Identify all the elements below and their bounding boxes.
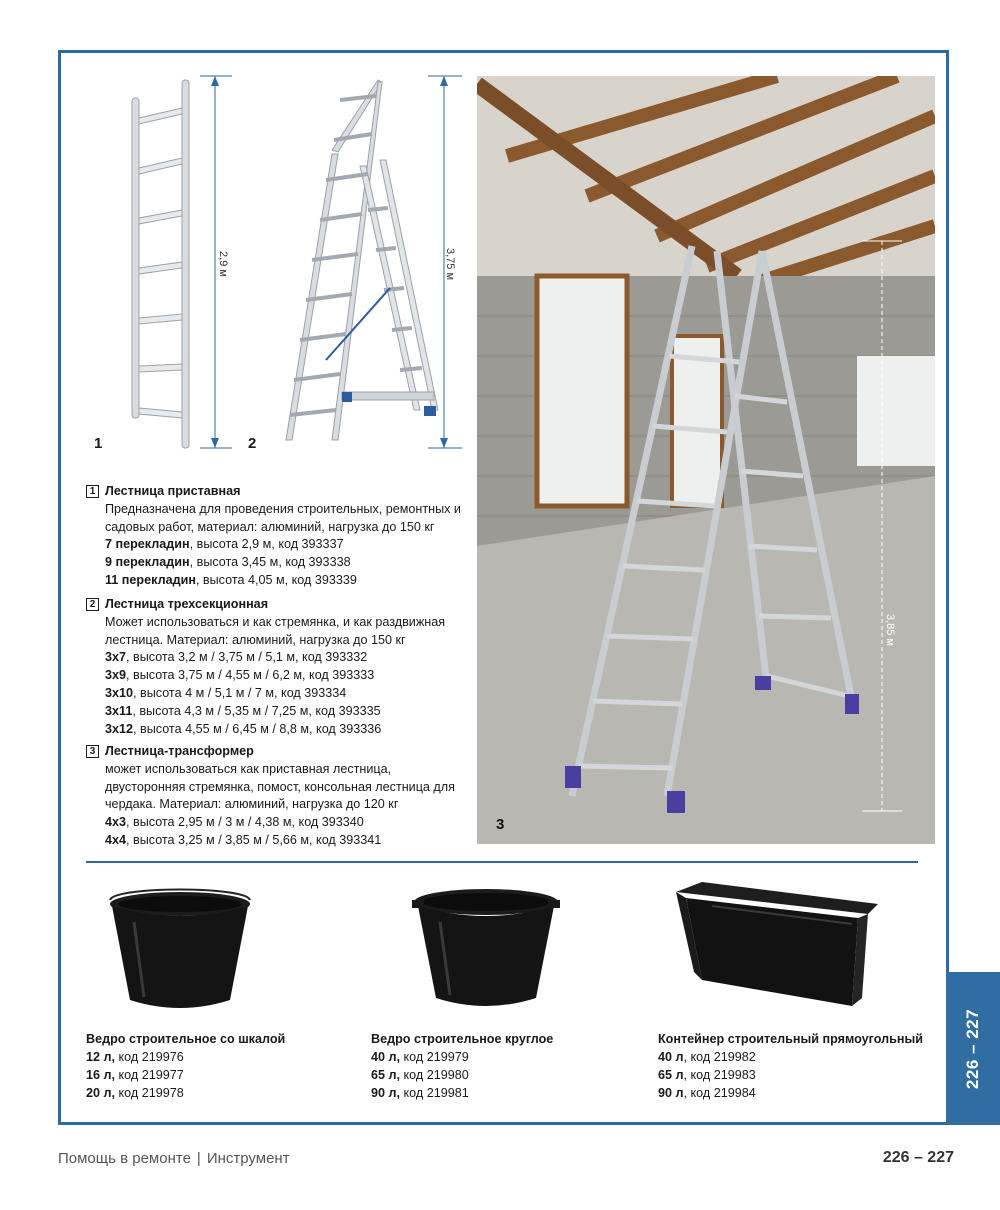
footer-page-numbers: 226 – 227 — [882, 1149, 954, 1166]
footer-category: Инструмент — [206, 1150, 290, 1167]
item-1-description — [86, 483, 466, 590]
ladder-2-front-section — [360, 160, 438, 410]
item-1-variant: 7 перекладин, высота 2,9 м, код 393337 — [105, 537, 344, 552]
bucket-round-image — [410, 880, 562, 1020]
product-variant: 65 л, код 219983 — [658, 1068, 756, 1082]
footer-section: Помощь в ремонте — [58, 1150, 191, 1167]
section-divider — [86, 861, 918, 863]
product-variant: 40 л, код 219979 — [371, 1050, 469, 1064]
window-right — [857, 356, 935, 466]
side-page-tab — [946, 972, 1000, 1125]
figure-2-number: 2 — [248, 435, 257, 452]
ladder-2-illustration — [280, 70, 470, 455]
item-2-variant: 3x11, высота 4,3 м / 5,35 м / 7,25 м, код 393335 — [105, 703, 381, 718]
item-1-variant: 11 перекладин, высота 4,05 м, код 393339 — [105, 572, 357, 587]
item-3-variant: 4x3, высота 2,95 м / 3 м / 4,38 м, код 393340 — [105, 815, 364, 830]
item-2-title: Лестница трехсекционная — [105, 597, 269, 611]
item-2-variant: 3x7, высота 3,2 м / 3,75 м / 5,1 м, код 393332 — [105, 650, 368, 665]
ladder-3-photo — [477, 76, 935, 844]
item-2-number: 2 — [86, 598, 99, 611]
item-1-title: Лестница приставная — [105, 484, 241, 498]
item-1-variant: 9 перекладин, высота 3,45 м, код 393338 — [105, 555, 351, 570]
ladder-2-brace — [326, 288, 390, 360]
product-variant: 65 л, код 219980 — [371, 1068, 469, 1082]
product-variant: 40 л, код 219982 — [658, 1050, 756, 1064]
item-2-desc: Может использоваться и как стремянка, и как раздвижная лестница. Материал: алюминий, нагрузка до 150 кг — [105, 614, 446, 647]
window-left — [537, 276, 627, 506]
item-2-variant: 3x10, высота 4 м / 5,1 м / 7 м, код 393334 — [105, 685, 347, 700]
ladder-2-dimension-label: 3,75 м — [444, 247, 457, 281]
product-name: Ведро строительное со шкалой — [86, 1032, 286, 1046]
figure-3-number: 3 — [496, 816, 505, 833]
ladder-2-foot-left — [342, 392, 352, 402]
product-bucket-scale — [86, 1030, 285, 1102]
product-variant: 16 л, код 219977 — [86, 1068, 184, 1082]
product-variant: 90 л, код 219981 — [371, 1086, 469, 1100]
product-name: Контейнер строительный прямоугольный — [658, 1032, 923, 1046]
footer-separator: | — [196, 1150, 201, 1167]
product-container-rectangular — [658, 1030, 923, 1102]
item-3-variant: 4x4, высота 3,25 м / 3,85 м / 5,66 м, код 393341 — [105, 832, 382, 847]
bucket-scale-image — [104, 882, 256, 1022]
product-variant: 20 л, код 219978 — [86, 1086, 184, 1100]
attic-scene — [477, 76, 935, 844]
ladder-1-dimension-label: 2,9 м — [216, 251, 229, 277]
product-variant: 12 л, код 219976 — [86, 1050, 184, 1064]
ladder-1-rungs — [139, 108, 182, 418]
product-variant: 90 л, код 219984 — [658, 1086, 756, 1100]
item-2-variant: 3x12, высота 4,55 м / 6,45 м / 8,8 м, код 393336 — [105, 721, 382, 736]
item-3-title: Лестница-трансформер — [105, 744, 254, 758]
item-1-number: 1 — [86, 485, 99, 498]
item-2-heading — [86, 596, 466, 614]
product-bucket-round — [371, 1030, 553, 1102]
item-1-desc: Предназначена для проведения строительных, ремонтных и садовых работ, материал: алюминий, нагрузка до 150 кг — [105, 501, 461, 534]
item-2-description — [86, 596, 466, 738]
item-3-description — [86, 743, 466, 850]
container-rectangular-image — [672, 880, 882, 1020]
item-1-heading — [86, 483, 466, 501]
item-3-desc: может использоваться как приставная лестница, двусторонняя стремянка, помост, консольная лестница для чердака. Материал: алюминий, нагрузка до 120 кг — [105, 761, 455, 812]
item-3-heading — [86, 743, 466, 761]
figure-1-number: 1 — [94, 435, 103, 452]
item-2-variant: 3x9, высота 3,75 м / 4,55 м / 6,2 м, код 393333 — [105, 668, 375, 683]
side-page-tab-label: 226 – 227 — [963, 1008, 982, 1089]
ladder-2-foot-right — [424, 406, 436, 416]
footer-breadcrumb — [58, 1150, 290, 1167]
ladder-2-base — [342, 392, 434, 400]
product-name: Ведро строительное круглое — [371, 1032, 554, 1046]
ladder-3-dimension-label: 3,85 м — [884, 613, 897, 647]
item-3-number: 3 — [86, 745, 99, 758]
